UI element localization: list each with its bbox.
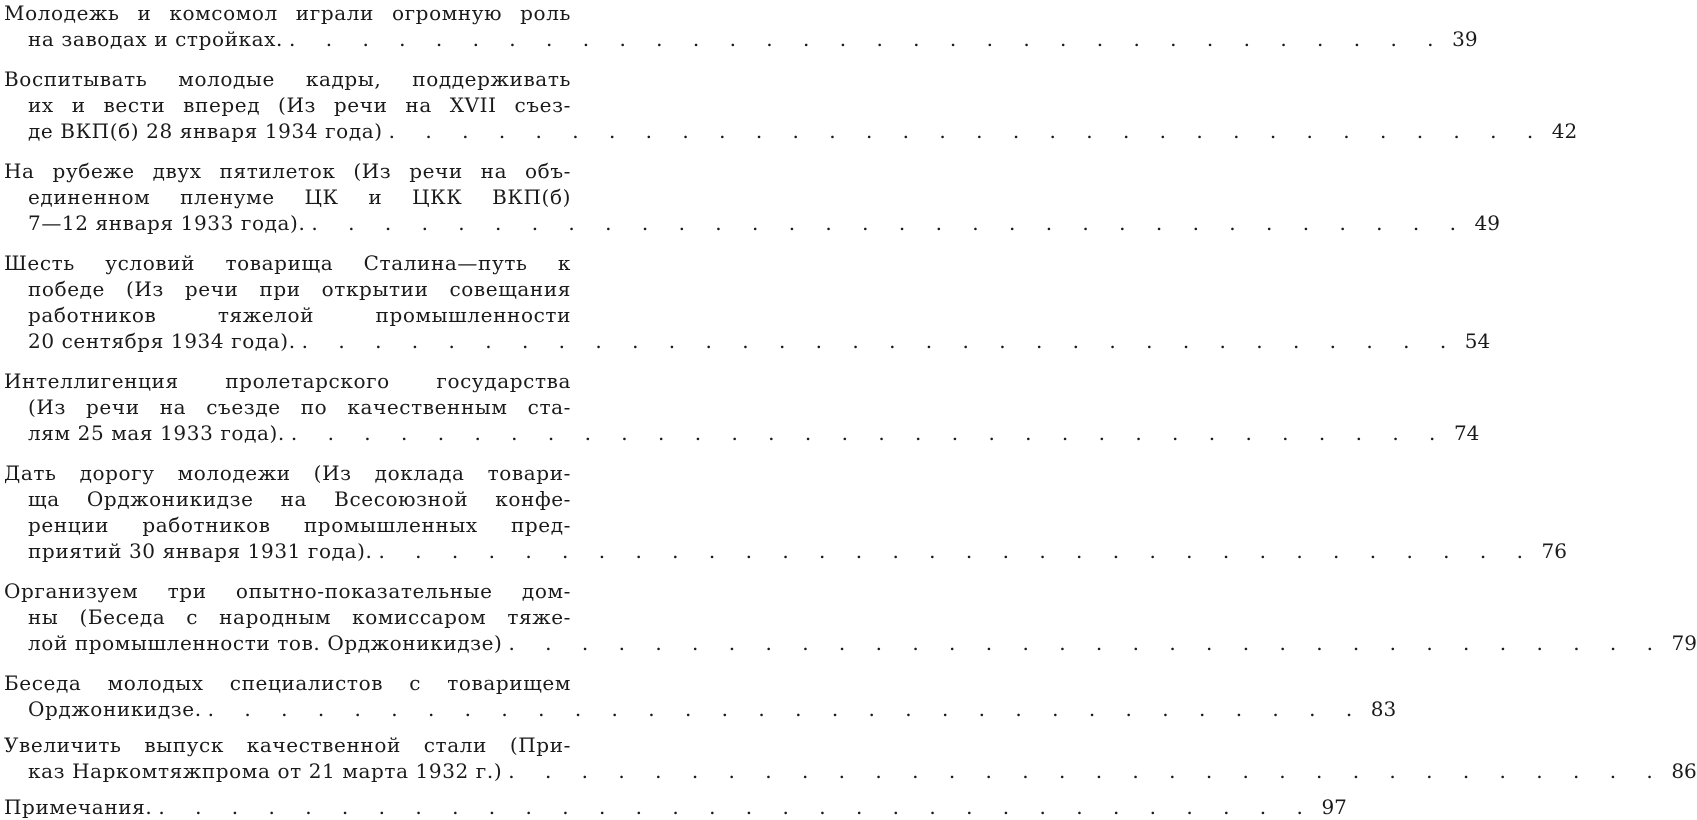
toc-entry-line bbox=[4, 328, 1491, 354]
toc-entry-line bbox=[4, 538, 1567, 564]
toc-entry-title-line: победе (Из речи при открытии совещания bbox=[28, 277, 571, 301]
toc-entry-title-line: приятий 30 января 1931 года). bbox=[28, 539, 373, 563]
dot-leader: . . . . . . . . . . . . . . . . . . . . . . . . . . . . . . . . bbox=[388, 119, 1546, 143]
toc-entry-title-line: де ВКП(б) 28 января 1934 года) bbox=[28, 119, 383, 143]
toc-entry-line bbox=[4, 696, 1397, 722]
toc-entry-line bbox=[4, 0, 573, 26]
entry-spacer bbox=[4, 784, 573, 794]
dot-leader: . . . . . . . . . . . . . . . . . . . . . . . . . . . . . . . . bbox=[508, 759, 1665, 783]
table-of-contents bbox=[4, 0, 1697, 820]
toc-entry bbox=[4, 0, 1478, 52]
toc-entry-title-line: Увеличить выпуск качественной стали (При- bbox=[4, 733, 571, 757]
toc-entry-title-line: На рубеже двух пятилеток (Из речи на объ- bbox=[4, 159, 571, 183]
toc-entry bbox=[4, 732, 1697, 784]
entry-spacer bbox=[4, 52, 573, 66]
toc-entry-line bbox=[4, 66, 573, 92]
dot-leader: . . . . . . . . . . . . . . . . . . . . . . . . . . . . . . . . bbox=[378, 539, 1535, 563]
toc-entry-title-line: Шесть условий товарища Сталина—путь к bbox=[4, 251, 571, 275]
toc-entry-line bbox=[4, 604, 573, 630]
toc-entry-title-line: каз Наркомтяжпрома от 21 марта 1932 г.) bbox=[28, 759, 503, 783]
toc-entry-line bbox=[4, 394, 573, 420]
toc-entry-line bbox=[4, 26, 1478, 52]
toc-entry-line bbox=[4, 732, 573, 758]
toc-entry-title-line: на заводах и стройках. bbox=[28, 27, 284, 51]
toc-entry-line bbox=[4, 276, 573, 302]
toc-entry-title-line: единенном пленуме ЦК и ЦКК ВКП(б) bbox=[28, 185, 571, 209]
entry-spacer bbox=[4, 446, 573, 460]
toc-page-number: 42 bbox=[1551, 119, 1578, 143]
toc-page-number: 76 bbox=[1541, 539, 1567, 563]
toc-entry-title-line: Беседа молодых специалистов с товарищем bbox=[4, 671, 571, 695]
entry-spacer bbox=[4, 656, 573, 670]
toc-entry-title-line: Орджоникидзе. bbox=[28, 697, 202, 721]
toc-entry bbox=[4, 578, 1697, 656]
dot-leader: . . . . . . . . . . . . . . . . . . . . . . . . . . . . . . . . bbox=[311, 211, 1468, 235]
toc-entry-line bbox=[4, 460, 573, 486]
toc-page-number: 74 bbox=[1453, 421, 1480, 445]
toc-entry-line bbox=[4, 512, 573, 538]
dot-leader: . . . . . . . . . . . . . . . . . . . . . . . . . . . . . . . . bbox=[158, 795, 1315, 819]
toc-entry-title-line: лой промышленности тов. Орджоникидзе) bbox=[28, 631, 503, 655]
toc-page-number: 39 bbox=[1452, 27, 1478, 51]
toc-entry-line bbox=[4, 420, 1480, 446]
toc-entry-line bbox=[4, 250, 573, 276]
entry-spacer bbox=[4, 564, 573, 578]
toc-page-number: 86 bbox=[1671, 759, 1697, 783]
toc-entry-line bbox=[4, 184, 573, 210]
toc-entry-title-line: (Из речи на съезде по качественным ста- bbox=[28, 395, 571, 419]
toc-entry bbox=[4, 66, 1578, 144]
entry-spacer bbox=[4, 354, 573, 368]
toc-entry-line bbox=[4, 486, 573, 512]
toc-entry-line bbox=[4, 158, 573, 184]
toc-page-number: 79 bbox=[1671, 631, 1697, 655]
entry-spacer bbox=[4, 722, 573, 732]
toc-entry bbox=[4, 368, 1480, 446]
toc-entry bbox=[4, 158, 1500, 236]
toc-page-number: 97 bbox=[1321, 795, 1347, 819]
dot-leader: . . . . . . . . . . . . . . . . . . . . . . . . . . . . . . . . bbox=[289, 27, 1446, 51]
toc-page-number: 54 bbox=[1464, 329, 1491, 353]
toc-entry-title-line: Примечания. bbox=[4, 795, 153, 819]
toc-entry bbox=[4, 250, 1491, 354]
toc-entry-line bbox=[4, 578, 573, 604]
toc-entry-line bbox=[4, 794, 1347, 820]
dot-leader: . . . . . . . . . . . . . . . . . . . . . . . . . . . . . . . . bbox=[207, 697, 1365, 721]
toc-entry-title-line: Интеллигенция пролетарского государства bbox=[4, 369, 571, 393]
toc-entry-line bbox=[4, 368, 573, 394]
toc-entry bbox=[4, 794, 1347, 820]
toc-entry-line bbox=[4, 302, 573, 328]
toc-entry-title-line: Дать дорогу молодежи (Из доклада товари- bbox=[4, 461, 571, 485]
toc-page-number: 83 bbox=[1370, 697, 1397, 721]
toc-entry-line bbox=[4, 210, 1500, 236]
dot-leader: . . . . . . . . . . . . . . . . . . . . . . . . . . . . . . . . bbox=[290, 421, 1448, 445]
toc-entry-title-line: 7—12 января 1933 года). bbox=[28, 211, 306, 235]
toc-entry-title-line: Организуем три опытно-показательные дом- bbox=[4, 579, 571, 603]
entry-spacer bbox=[4, 236, 573, 250]
toc-entry-line bbox=[4, 670, 573, 696]
toc-entry-title-line: работников тяжелой промышленности bbox=[28, 303, 571, 327]
toc-entry-title-line: лям 25 мая 1933 года). bbox=[28, 421, 285, 445]
toc-entry-title-line: 20 сентября 1934 года). bbox=[28, 329, 296, 353]
toc-entry bbox=[4, 460, 1567, 564]
toc-entry-line bbox=[4, 630, 1697, 656]
dot-leader: . . . . . . . . . . . . . . . . . . . . . . . . . . . . . . . . bbox=[508, 631, 1665, 655]
toc-entry-title-line: Молодежь и комсомол играли огромную роль bbox=[4, 1, 571, 25]
toc-entry-title-line: Воспитывать молодые кадры, поддерживать bbox=[4, 67, 571, 91]
toc-entry-title-line: ренции работников промышленных пред- bbox=[28, 513, 571, 537]
toc-page-number: 49 bbox=[1474, 211, 1500, 235]
dot-leader: . . . . . . . . . . . . . . . . . . . . . . . . . . . . . . . . bbox=[301, 329, 1459, 353]
toc-entry bbox=[4, 670, 1397, 722]
toc-entry-line bbox=[4, 118, 1578, 144]
toc-entry-line bbox=[4, 758, 1697, 784]
entry-spacer bbox=[4, 144, 573, 158]
toc-entry-title-line: ны (Беседа с народным комиссаром тяже- bbox=[28, 605, 571, 629]
toc-entry-title-line: их и вести вперед (Из речи на XVII съез- bbox=[28, 93, 571, 117]
toc-entry-title-line: ща Орджоникидзе на Всесоюзной конфе- bbox=[28, 487, 571, 511]
toc-entry-line bbox=[4, 92, 573, 118]
